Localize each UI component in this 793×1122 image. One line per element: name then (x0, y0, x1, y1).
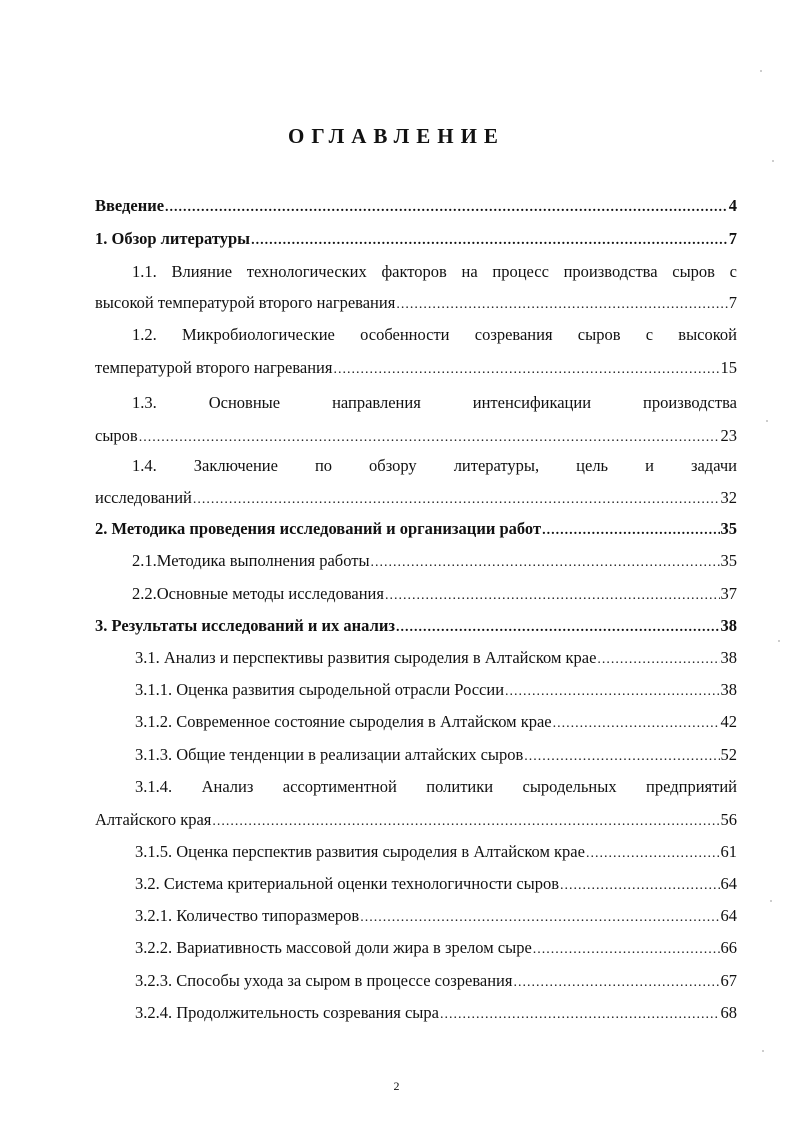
toc-entry-1-4-line-1: 1.4. Заключение по обзору литературы, цель и задачи (132, 456, 737, 475)
toc-entry-1-4-line-2: исследований ..... 32 (95, 488, 737, 508)
scan-speck (760, 70, 762, 72)
toc-entry-1-2-line-2: температурой второго нагревания ..... 15 (95, 358, 737, 378)
scan-speck (770, 900, 772, 902)
toc-entry-1-1-line-1: 1.1. Влияние технологических факторов на процесс производства сыров с (132, 262, 737, 281)
toc-entry-1-3-line-2: сыров ..... 23 (95, 426, 737, 446)
toc-entry-2-2: 2.2.Основные методы исследования ..... 37 (95, 584, 737, 604)
toc-entry-3-2-3: 3.2.3. Способы ухода за сыром в процессе созревания ..... 67 (95, 971, 737, 991)
toc-entry-1-2-line-1: 1.2. Микробиологические особенности созревания сыров с высокой (132, 325, 737, 344)
toc-entry-3-1-1: 3.1.1. Оценка развития сыродельной отрасли России ..... 38 (95, 680, 737, 700)
scan-speck (766, 420, 768, 422)
toc-entry-3-1-4-line-1: 3.1.4. Анализ ассортиментной политики сыродельных предприятий (135, 777, 737, 796)
toc-entry-introduction: Введение ..... 4 (95, 196, 737, 216)
toc-entry-3-2-4: 3.2.4. Продолжительность созревания сыра ..... 68 (95, 1003, 737, 1023)
toc-entry-1-3-line-1: 1.3. Основные направления интенсификации производства (132, 393, 737, 412)
page-title: ОГЛАВЛЕНИЕ (288, 124, 505, 148)
toc-entry-section-2: 2. Методика проведения исследований и организации работ ..... 35 (95, 519, 737, 539)
toc-entry-section-1: 1. Обзор литературы ..... 7 (95, 229, 737, 249)
toc-entry-3-2-1: 3.2.1. Количество типоразмеров ..... 64 (95, 906, 737, 926)
scan-speck (778, 640, 780, 642)
toc-entry-2-1: 2.1.Методика выполнения работы ..... 35 (95, 551, 737, 571)
toc-entry-section-3: 3. Результаты исследований и их анализ ..... 38 (95, 616, 737, 636)
toc-entry-3-1-3: 3.1.3. Общие тенденции в реализации алтайских сыров ..... 52 (95, 745, 737, 765)
toc-entry-3-1-5: 3.1.5. Оценка перспектив развития сыроделия в Алтайском крае ..... 61 (95, 842, 737, 862)
toc-entry-3-2: 3.2. Система критериальной оценки технологичности сыров ..... 64 (95, 874, 737, 894)
toc-entry-3-2-2: 3.2.2. Вариативность массовой доли жира в зрелом сыре ..... 66 (95, 938, 737, 958)
toc-entry-1-1-line-2: высокой температурой второго нагревания ..... 7 (95, 293, 737, 313)
toc-entry-3-1: 3.1. Анализ и перспективы развития сыроделия в Алтайском крае ..... 38 (95, 648, 737, 668)
page-number: 2 (393, 1079, 400, 1093)
toc-entry-3-1-4-line-2: Алтайского края ..... 56 (95, 810, 737, 830)
toc-entry-3-1-2: 3.1.2. Современное состояние сыроделия в Алтайском крае ..... 42 (95, 712, 737, 732)
scan-speck (762, 1050, 764, 1052)
scan-speck (772, 160, 774, 162)
